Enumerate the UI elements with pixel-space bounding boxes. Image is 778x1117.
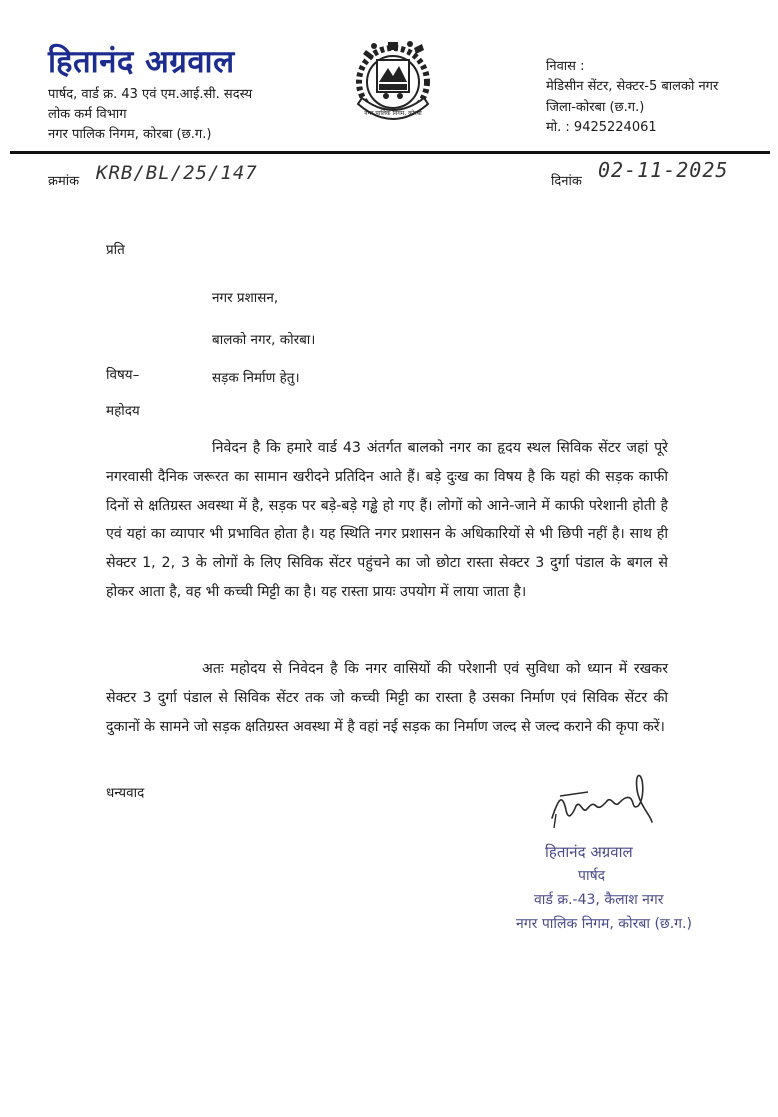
- dinank-label: दिनांक: [551, 174, 582, 189]
- residence-label: निवास :: [546, 59, 585, 74]
- body-paragraph-1: [106, 434, 668, 607]
- subject-label: विषय–: [106, 367, 140, 383]
- kramank-value: KRB/BL/25/147: [96, 162, 258, 184]
- dinank-value: 02-11-2025: [598, 158, 729, 182]
- recipient-line-2: बालको नगर, कोरबा।: [212, 332, 316, 348]
- header-divider: [10, 151, 770, 154]
- closing-thanks: धन्यवाद: [106, 785, 145, 801]
- designation-line: पार्षद, वार्ड क्र. 43 एवं एम.आई.सी. सदस्य: [48, 87, 253, 102]
- corporation-line: नगर पालिक निगम, कोरबा (छ.ग.): [48, 127, 212, 142]
- stamp-name: हितानंद अग्रवाल: [545, 843, 633, 861]
- department-line: लोक कर्म विभाग: [48, 107, 127, 122]
- residence-district: जिला-कोरबा (छ.ग.): [546, 100, 645, 115]
- stamp-ward: वार्ड क्र.-43, कैलाश नगर: [534, 892, 664, 908]
- residence-address: मेडिसीन सेंटर, सेक्टर-5 बालको नगर: [546, 79, 719, 94]
- prati-label: प्रति: [106, 242, 125, 258]
- kramank-label: क्रमांक: [48, 174, 80, 189]
- mobile-number: मो. : 9425224061: [546, 120, 657, 135]
- stamp-title: पार्षद: [578, 868, 606, 884]
- subject-text: सड़क निर्माण हेतु।: [212, 370, 300, 386]
- salutation: महोदय: [106, 403, 140, 419]
- municipal-emblem-logo: [344, 38, 442, 130]
- author-name: हितानंद अग्रवाल: [48, 44, 235, 80]
- stamp-organization: नगर पालिक निगम, कोरबा (छ.ग.): [516, 916, 692, 932]
- body-paragraph-2: [106, 655, 668, 741]
- handwritten-signature: [548, 770, 656, 832]
- recipient-line-1: नगर प्रशासन,: [212, 290, 279, 306]
- paragraph-1-text: निवेदन है कि हमारे वार्ड 43 अंतर्गत बालको नगर का हृदय स्थल सिविक सेंटर जहां पूरे नगरवासी दैनिक जरूरत का सामान खरीदने प्रतिदिन आते हैं। बड़े दुःख का विषय है कि यहां की सड़क काफी दिनों से क्षतिग्रस्त अवस्था में है, सड़क पर बड़े-बड़े गड्ढे हो गए हैं। लोगों को आने-जाने में काफी परेशानी होती है एवं यहां का व्यापार भी प्रभावित होता है। यह स्थिति नगर प्रशासन के अधिकारियों से भी छिपी नहीं है। साथ ही सेक्टर 1, 2, 3 के लोगों के लिए सिविक सेंटर पहुंचने का जो छोटा रास्ता सेक्टर 3 दुर्गा पंडाल के बगल से होकर आता है, वह भी कच्ची मिट्टी का है। यह रास्ता प्रायः उपयोग में लाया जाता है।: [106, 440, 668, 600]
- emblem-text: नगर पालिक निगम, कोरबा: [364, 110, 422, 117]
- paragraph-2-text: अतः महोदय से निवेदन है कि नगर वासियों की परेशानी एवं सुविधा को ध्यान में रखकर सेक्टर 3 दुर्गा पंडाल से सिविक सेंटर तक जो कच्ची मिट्टी का रास्ता है उसका निर्माण एवं सिविक सेंटर की दुकानों के सामने जो सड़क क्षतिग्रस्त अवस्था में है वहां नई सड़क का निर्माण जल्द से जल्द कराने की कृपा करें।: [106, 661, 668, 735]
